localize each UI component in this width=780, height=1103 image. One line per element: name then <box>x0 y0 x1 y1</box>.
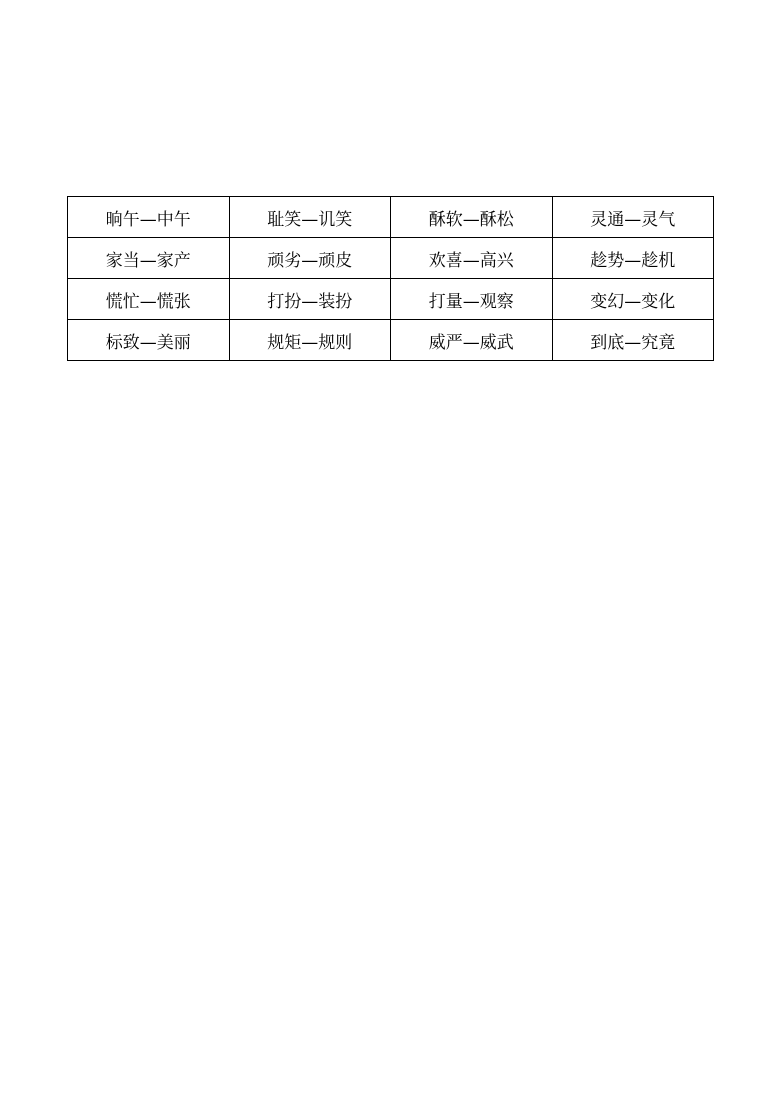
table-row <box>68 238 714 279</box>
table-cell: 家当—家产 <box>68 238 230 279</box>
table-cell: 欢喜—高兴 <box>391 238 553 279</box>
table-cell: 打扮—装扮 <box>229 279 391 320</box>
table-cell: 酥软—酥松 <box>391 197 553 238</box>
table-cell: 威严—威武 <box>391 320 553 361</box>
table-cell: 规矩—规则 <box>229 320 391 361</box>
word-pair-table <box>67 196 714 361</box>
table-cell: 晌午—中午 <box>68 197 230 238</box>
table-cell: 慌忙—慌张 <box>68 279 230 320</box>
table-cell: 耻笑—讥笑 <box>229 197 391 238</box>
table-cell: 顽劣—顽皮 <box>229 238 391 279</box>
table-cell: 打量—观察 <box>391 279 553 320</box>
table-row <box>68 197 714 238</box>
table-row <box>68 320 714 361</box>
table-cell: 到底—究竟 <box>552 320 714 361</box>
table-cell: 灵通—灵气 <box>552 197 714 238</box>
table-row <box>68 279 714 320</box>
table-cell: 变幻—变化 <box>552 279 714 320</box>
table-cell: 标致—美丽 <box>68 320 230 361</box>
table-cell: 趁势—趁机 <box>552 238 714 279</box>
